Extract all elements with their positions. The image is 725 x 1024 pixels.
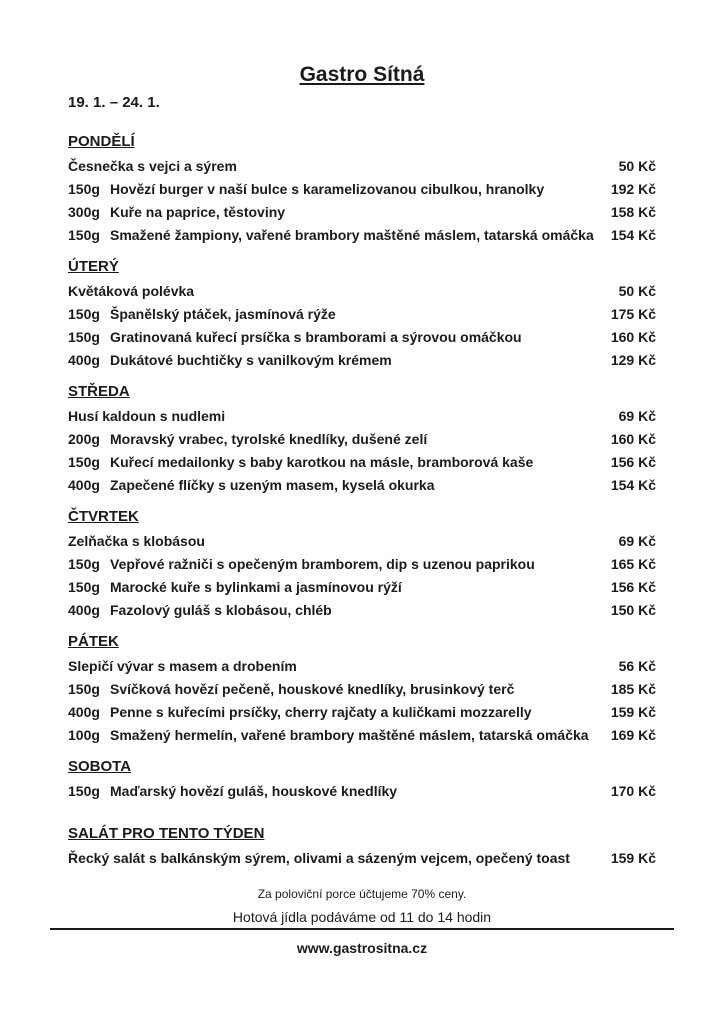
dish-name: Vepřové ražniči s opečeným bramborem, dip s uzenou paprikou [110,556,535,572]
soup-row [68,155,656,178]
soup-row [68,530,656,553]
dish-row [68,724,656,747]
menu-section-wednesday [68,382,656,497]
dish-weight: 400g [68,477,100,493]
dish-row [68,701,656,724]
footer [68,887,656,957]
serving-hours-note: Hotová jídla podáváme od 11 do 14 hodin [50,909,674,930]
page-title: Gastro Sítná [299,63,425,86]
dish-name: Fazolový guláš s klobásou, chléb [110,602,332,618]
dish-weight: 150g [68,579,100,595]
dish-weight: 150g [68,556,100,572]
dish-name: Dukátové buchtičky s vanilkovým krémem [110,352,392,368]
dish-name: Penne s kuřecími prsíčky, cherry rajčaty a kuličkami mozzarelly [110,704,532,720]
dish-name: Česnečka s vejci a sýrem [68,158,237,174]
dish-weight: 400g [68,602,100,618]
day-header: STŘEDA [68,383,130,400]
dish-name: Španělský ptáček, jasmínová rýže [110,306,336,322]
salad-row [68,847,656,870]
dish-price: 185 Kč [610,681,656,697]
dish-price: 129 Kč [610,352,656,368]
dish-weight: 150g [68,306,100,322]
dish-weight: 400g [68,352,100,368]
dish-price: 56 Kč [618,658,656,674]
dish-row [68,201,656,224]
date-range: 19. 1. – 24. 1. [68,94,160,111]
dish-name: Slepičí vývar s masem a drobením [68,658,297,674]
dish-row [68,428,656,451]
dish-price: 158 Kč [610,204,656,220]
dish-row [68,451,656,474]
dish-name: Marocké kuře s bylinkami a jasmínovou rýží [110,579,402,595]
dish-price: 169 Kč [610,727,656,743]
dish-row [68,553,656,576]
website-url: www.gastrositna.cz [296,940,428,956]
day-header: SOBOTA [68,758,132,775]
day-header: ČTVRTEK [68,508,139,525]
dish-name: Maďarský hovězí guláš, houskové knedlíky [110,783,398,799]
dish-weight: 100g [68,727,100,743]
soup-row [68,280,656,303]
dish-name: Gratinovaná kuřecí prsíčka s bramborami a sýrovou omáčkou [110,329,522,345]
dish-weight: 200g [68,431,100,447]
dish-name: Smažený hermelín, vařené brambory maštěné máslem, tatarská omáčka [110,727,589,743]
dish-name: Hovězí burger v naší bulce s karamelizovanou cibulkou, hranolky [110,181,545,197]
dish-name: Květáková polévka [68,283,195,299]
dish-row [68,349,656,372]
day-header: ÚTERÝ [68,258,119,275]
dish-weight: 150g [68,181,100,197]
dish-price: 154 Kč [610,227,656,243]
dish-price: 175 Kč [610,306,656,322]
day-header: PONDĚLÍ [68,133,135,150]
menu-section-friday [68,632,656,747]
day-header: PÁTEK [68,633,119,650]
dish-row [68,224,656,247]
dish-name: Zelňačka s klobásou [68,533,205,549]
menu-section-tuesday [68,257,656,372]
dish-price: 160 Kč [610,329,656,345]
dish-name: Smažené žampiony, vařené brambory maštěné máslem, tatarská omáčka [110,227,594,243]
menu-section-weekly-salad [68,824,656,870]
dish-price: 150 Kč [610,602,656,618]
soup-row [68,655,656,678]
dish-price: 156 Kč [610,454,656,470]
dish-price: 50 Kč [618,283,656,299]
dish-row [68,599,656,622]
dish-weight: 300g [68,204,100,220]
dish-row [68,326,656,349]
menu-section-monday [68,132,656,247]
dish-weight: 150g [68,681,100,697]
dish-price: 156 Kč [610,579,656,595]
dish-name: Svíčková hovězí pečeně, houskové knedlíky, brusinkový terč [110,681,515,697]
dish-name: Moravský vrabec, tyrolské knedlíky, dušené zelí [110,431,428,447]
dish-price: 159 Kč [610,704,656,720]
dish-price: 69 Kč [618,533,656,549]
dish-price: 69 Kč [618,408,656,424]
dish-price: 154 Kč [610,477,656,493]
dish-weight: 150g [68,329,100,345]
dish-name: Kuře na paprice, těstoviny [110,204,286,220]
menu-section-saturday [68,757,656,803]
dish-row [68,303,656,326]
half-portion-note: Za poloviční porce účtujeme 70% ceny. [257,887,467,901]
dish-price: 50 Kč [618,158,656,174]
dish-row [68,474,656,497]
dish-price: 165 Kč [610,556,656,572]
dish-price: 160 Kč [610,431,656,447]
dish-row [68,178,656,201]
dish-name: Kuřecí medailonky s baby karotkou na másle, bramborová kaše [110,454,534,470]
dish-row [68,780,656,803]
dish-name: Zapečené flíčky s uzeným masem, kyselá okurka [110,477,435,493]
dish-row [68,576,656,599]
dish-weight: 150g [68,783,100,799]
dish-name: Husí kaldoun s nudlemi [68,408,226,424]
dish-price: 170 Kč [610,783,656,799]
dish-weight: 150g [68,227,100,243]
menu-section-thursday [68,507,656,622]
dish-weight: 400g [68,704,100,720]
dish-row [68,678,656,701]
soup-row [68,405,656,428]
salad-section-header: SALÁT PRO TENTO TÝDEN [68,825,265,842]
dish-name: Řecký salát s balkánským sýrem, olivami a sázeným vejcem, opečený toast [68,850,570,866]
dish-price: 159 Kč [610,850,656,866]
dish-price: 192 Kč [610,181,656,197]
dish-weight: 150g [68,454,100,470]
